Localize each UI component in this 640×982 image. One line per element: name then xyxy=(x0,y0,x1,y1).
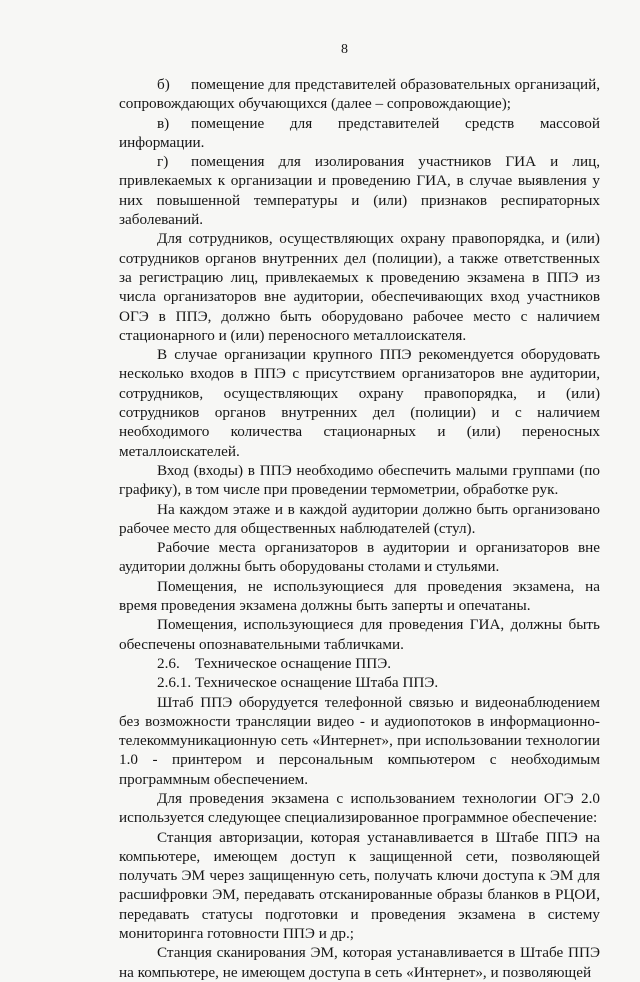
paragraph-large-ppe: В случае организации крупного ППЭ рекомендуется оборудовать несколько входов в ППЭ с присутствием организаторов вне аудитории, сотрудников, осуществляющих охрану правопорядка, и (или) сотрудников органов внутренних дел (полиции) и с наличием необходимого количества стационарных и (или) переносных металлоискателей. xyxy=(119,346,600,460)
paragraph-organizer-workplaces: Рабочие места организаторов в аудитории и организаторов вне аудитории должны быть оборудованы столами и стульями. xyxy=(119,539,600,576)
page-number: 8 xyxy=(341,42,348,57)
list-item-text: помещение для представителей средств массовой информации. xyxy=(119,114,600,151)
list-marker: б) xyxy=(157,76,170,93)
paragraph-authorization-station: Станция авторизации, которая устанавливается в Штабе ППЭ на компьютере, имеющем доступ к защищенной сети, позволяющей получать ЭМ через защищенную сеть, получать ключи доступа к ЭМ для расшифровки ЭМ, передавать отсканированные образы бланков в РЦОИ, передавать статусы подготовки и проведения экзамена в систему мониторинга готовности ППЭ и др.; xyxy=(119,828,600,943)
paragraph-signage: Помещения, использующиеся для проведения ГИА, должны быть обеспечены опознавательными табличками. xyxy=(119,616,600,653)
paragraph-locked-rooms: Помещения, не использующиеся для проведения экзамена, на время проведения экзамена должны быть заперты и опечатаны. xyxy=(119,577,600,615)
section-heading-2-6: 2.6. Техническое оснащение ППЭ. xyxy=(157,654,392,672)
paragraph-security-staff: Для сотрудников, осуществляющих охрану правопорядка, и (или) сотрудников органов внутренних дел (полиции), а также ответственных за регистрацию лиц, привлекаемых к проведению экзамена в ППЭ из числа организаторов вне аудитории, обеспечивающих вход участников ОГЭ в ППЭ, должно быть оборудовано рабочее место с наличием стационарного и (или) переносного металлоискателя. xyxy=(119,230,600,344)
section-heading-2-6-1: 2.6.1. Техническое оснащение Штаба ППЭ. xyxy=(157,674,439,692)
body-text xyxy=(119,75,600,982)
list-item-g xyxy=(119,152,600,229)
list-item-v xyxy=(119,114,600,153)
list-item-text: помещения для изолирования участников ГИА и лиц, привлекаемых к организации и проведению ГИА, в случае выявления у них повышенной температуры и (или) признаков респираторных заболеваний. xyxy=(119,153,600,229)
list-item-text: помещение для представителей образовательных организаций, сопровождающих обучающихся (далее – сопровождающие); xyxy=(119,76,600,113)
paragraph-hq-equipment: Штаб ППЭ оборудуется телефонной связью и видеонаблюдением без возможности трансляции видео - и аудиопотоков в информационно-телекоммуникационную сеть «Интернет», при использовании технологии 1.0 - принтером и персональным компьютером с необходимым программным обеспечением. xyxy=(119,693,600,788)
list-marker: г) xyxy=(157,153,169,171)
paragraph-observers: На каждом этаже и в каждой аудитории должно быть организовано рабочее место для общественных наблюдателей (стул). xyxy=(119,500,600,537)
paragraph-entry-groups: Вход (входы) в ППЭ необходимо обеспечить малыми группами (по графику), в том числе при проведении термометрии, обработке рук. xyxy=(119,461,600,499)
list-item-b xyxy=(119,75,600,114)
paragraph-scanning-station: Станция сканирования ЭМ, которая устанавливается в Штабе ППЭ на компьютере, не имеющем доступа в сеть «Интернет», и позволяющей xyxy=(119,944,600,981)
list-marker: в) xyxy=(157,114,170,132)
paragraph-oge-software: Для проведения экзамена с использованием технологии ОГЭ 2.0 используется следующее специализированное программное обеспечение: xyxy=(119,789,600,827)
